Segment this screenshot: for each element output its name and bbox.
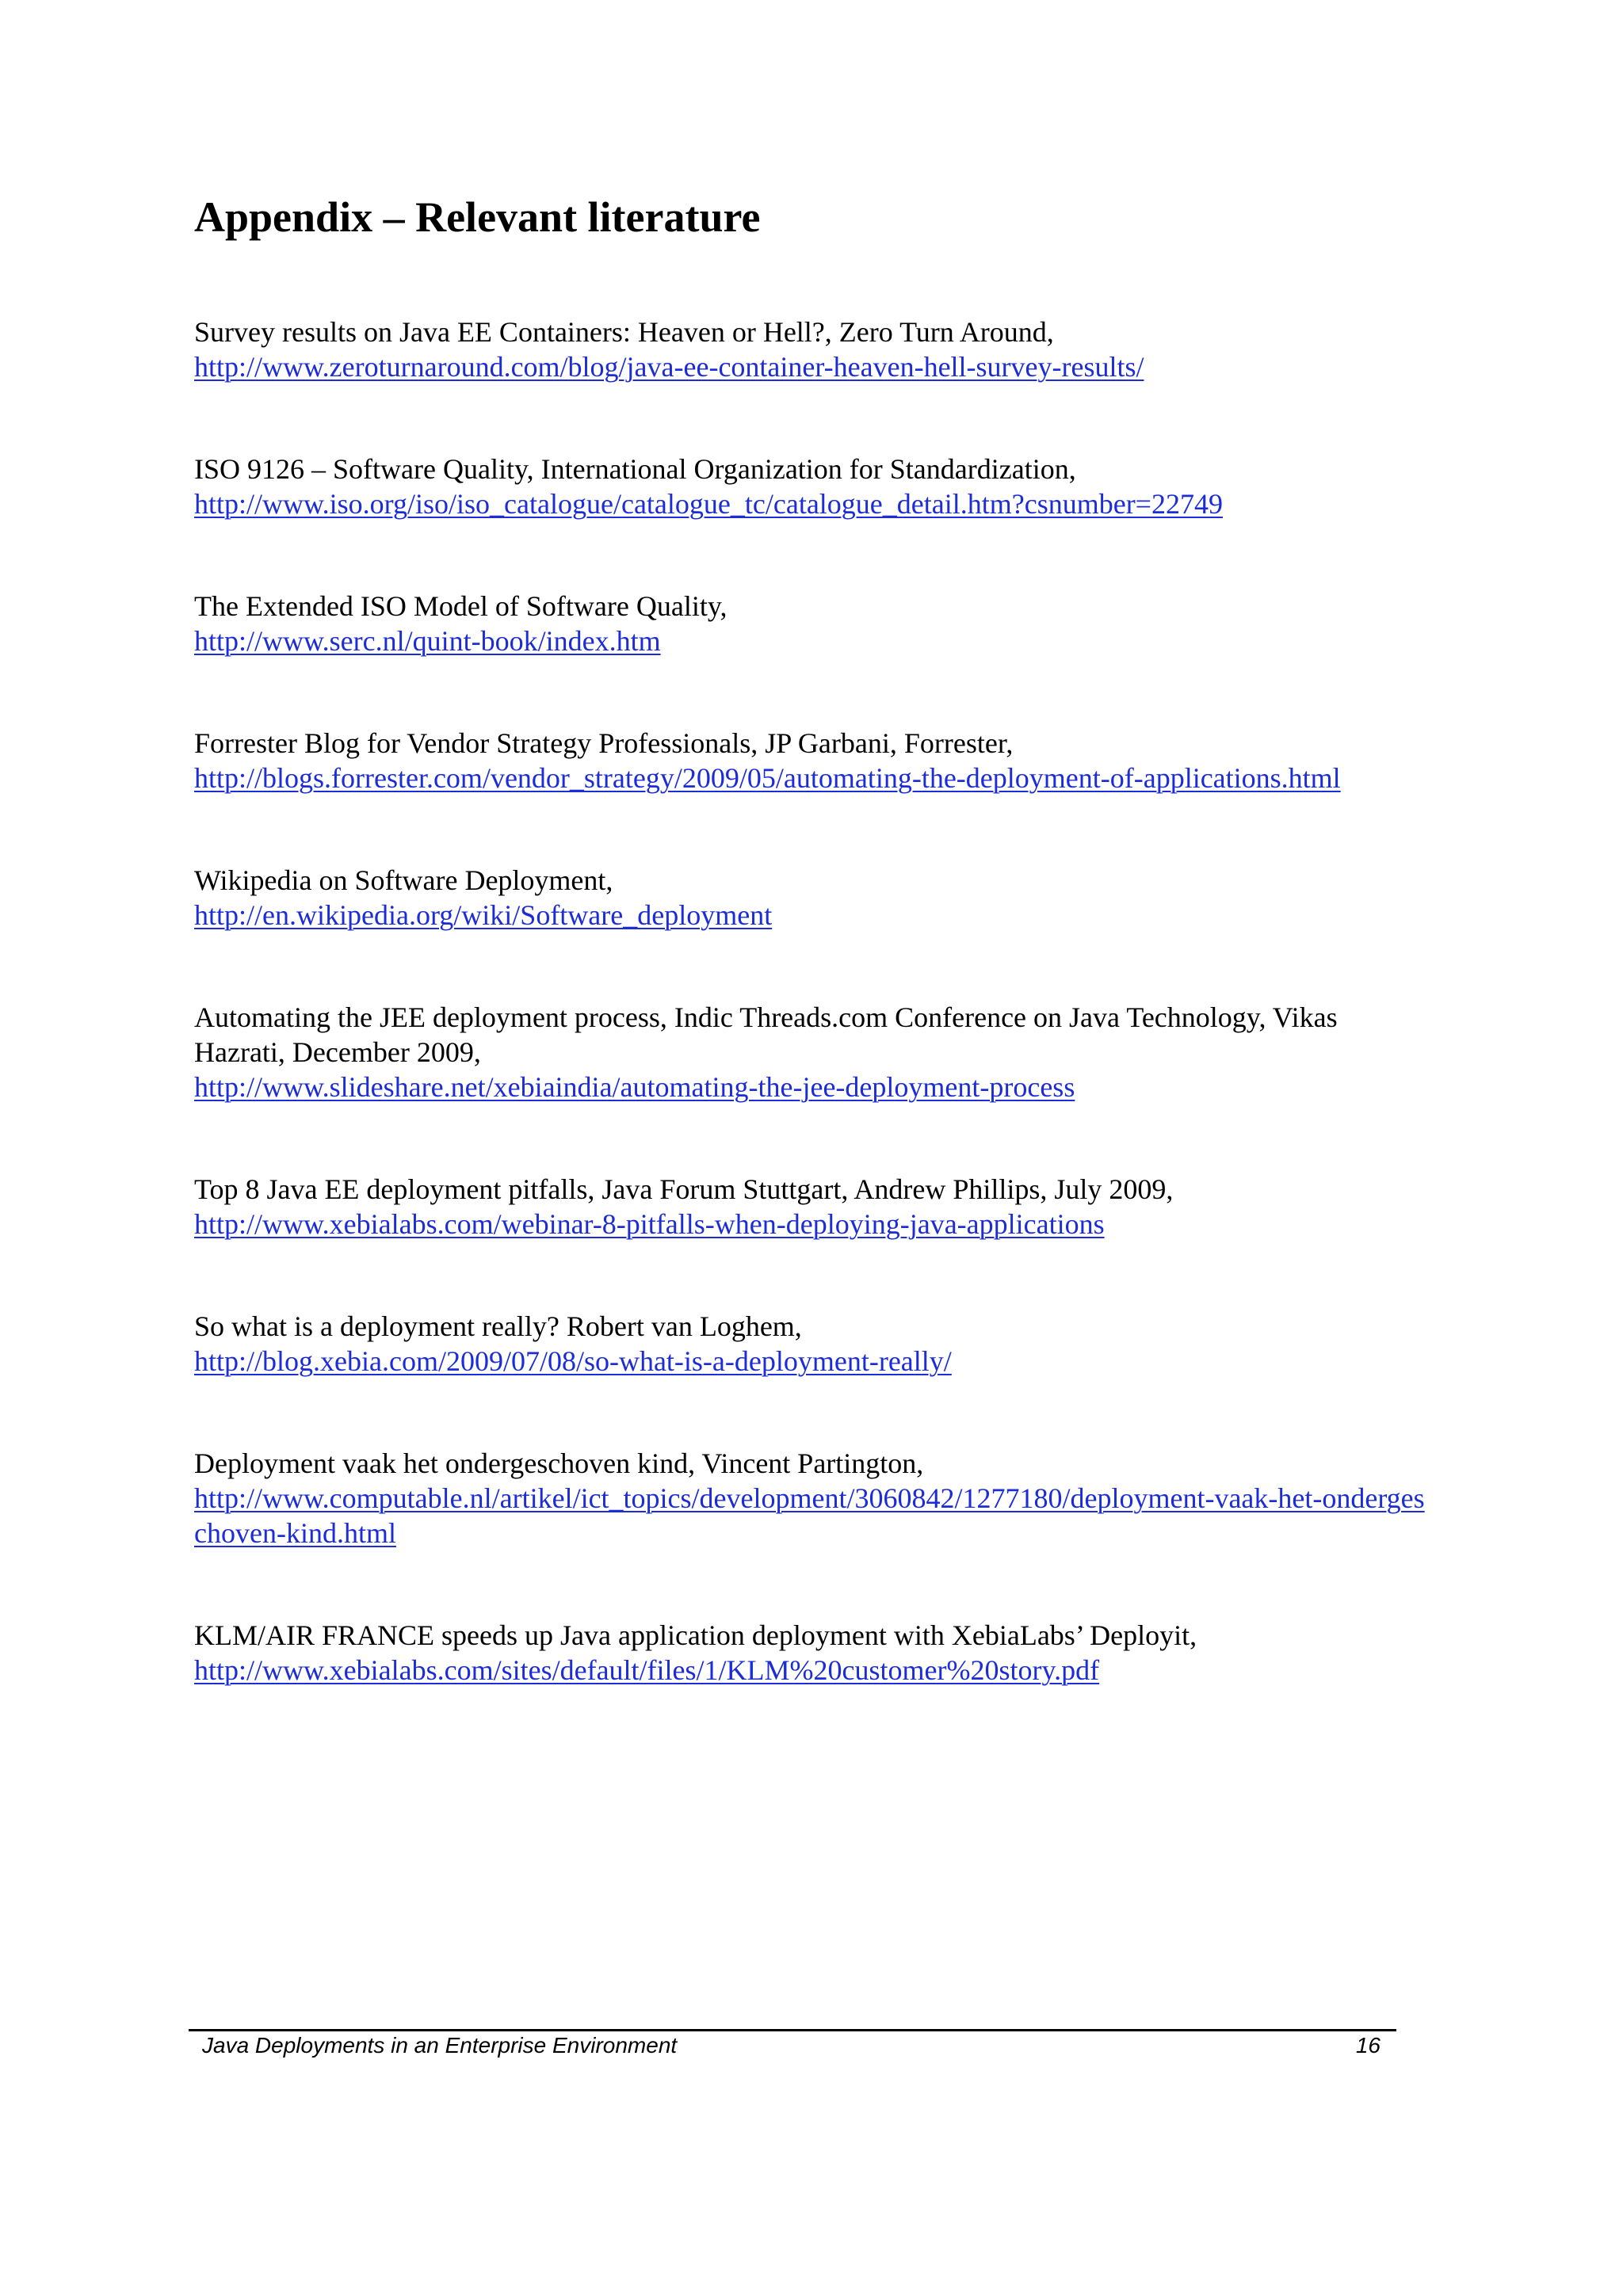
reference-link[interactable]: http://en.wikipedia.org/wiki/Software_deployment: [194, 899, 773, 931]
footer-title: Java Deployments in an Enterprise Environment: [202, 2033, 678, 2058]
reference-item: [194, 1618, 1430, 1688]
reference-item: [194, 863, 1430, 933]
reference-item: [194, 1000, 1430, 1104]
reference-link[interactable]: http://www.xebialabs.com/sites/default/files/1/KLM%20customer%20story.pdf: [194, 1654, 1100, 1686]
reference-citation: Top 8 Java EE deployment pitfalls, Java Forum Stuttgart, Andrew Phillips, July 2009,: [194, 1173, 1174, 1205]
reference-item: [194, 1309, 1430, 1379]
footer-divider: [189, 2029, 1396, 2031]
reference-link[interactable]: http://www.computable.nl/artikel/ict_topics/development/3060842/1277180/deployment-vaak-het-ondergeschoven-kind.html: [194, 1482, 1425, 1549]
reference-citation: Deployment vaak het ondergeschoven kind, Vincent Partington,: [194, 1447, 924, 1479]
reference-item: [194, 452, 1430, 521]
reference-item: [194, 315, 1430, 384]
reference-citation: The Extended ISO Model of Software Quality,: [194, 590, 727, 622]
reference-link[interactable]: http://www.serc.nl/quint-book/index.htm: [194, 625, 661, 657]
reference-citation: ISO 9126 – Software Quality, International Organization for Standardization,: [194, 453, 1076, 485]
reference-item: [194, 1172, 1430, 1241]
reference-link[interactable]: http://blog.xebia.com/2009/07/08/so-what-is-a-deployment-really/: [194, 1345, 952, 1377]
reference-citation: Automating the JEE deployment process, Indic Threads.com Conference on Java Technology, Vikas Hazrati, December 2009,: [194, 1001, 1338, 1068]
reference-link[interactable]: http://www.zeroturnaround.com/blog/java-ee-container-heaven-hell-survey-results/: [194, 351, 1144, 383]
reference-citation: Survey results on Java EE Containers: Heaven or Hell?, Zero Turn Around,: [194, 316, 1054, 348]
reference-item: [194, 1446, 1430, 1550]
reference-link[interactable]: http://www.xebialabs.com/webinar-8-pitfalls-when-deploying-java-applications: [194, 1208, 1105, 1240]
reference-citation: Wikipedia on Software Deployment,: [194, 864, 613, 896]
page-number: 16: [1355, 2033, 1381, 2058]
reference-citation: So what is a deployment really? Robert van Loghem,: [194, 1310, 802, 1342]
reference-link[interactable]: http://www.iso.org/iso/iso_catalogue/catalogue_tc/catalogue_detail.htm?csnumber=22749: [194, 488, 1223, 520]
reference-citation: Forrester Blog for Vendor Strategy Professionals, JP Garbani, Forrester,: [194, 727, 1014, 759]
reference-item: [194, 726, 1430, 795]
reference-link[interactable]: http://www.slideshare.net/xebiaindia/automating-the-jee-deployment-process: [194, 1071, 1075, 1103]
reference-item: [194, 589, 1430, 658]
reference-link[interactable]: http://blogs.forrester.com/vendor_strategy/2009/05/automating-the-deployment-of-applications.html: [194, 762, 1341, 794]
reference-citation: KLM/AIR FRANCE speeds up Java application deployment with XebiaLabs’ Deployit,: [194, 1619, 1197, 1651]
reference-list: [194, 315, 1430, 1755]
page-title: Appendix – Relevant literature: [194, 193, 761, 241]
